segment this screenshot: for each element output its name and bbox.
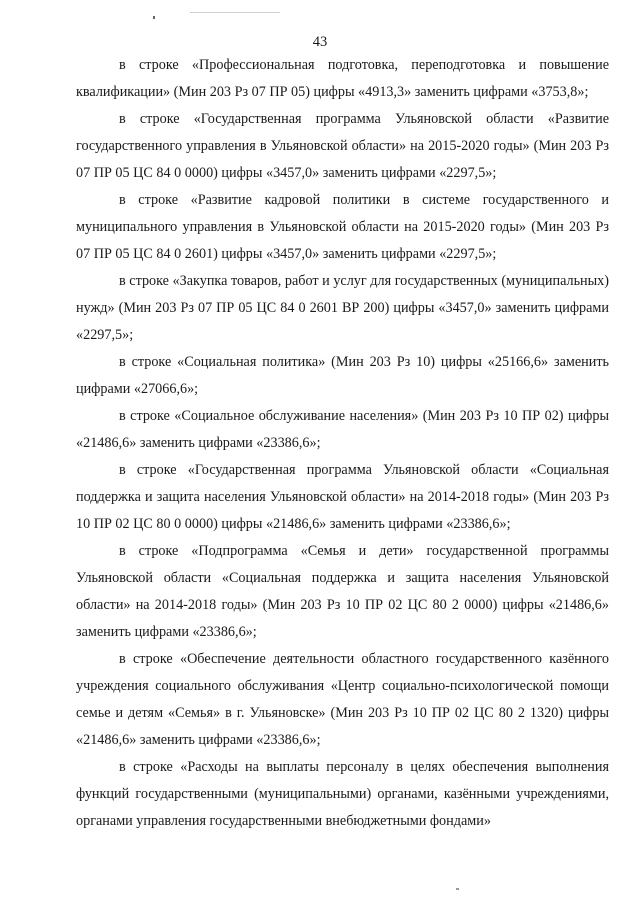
paragraph: в строке «Социальное обслуживание населения» (Мин 203 Рз 10 ПР 02) цифры «21486,6» заменить цифрами «23386,6»; xyxy=(76,408,609,451)
page-number: 43 xyxy=(312,34,328,50)
paragraph: в строке «Профессиональная подготовка, переподготовка и повышение квалификации» (Мин 203 Рз 07 ПР 05) цифры «4913,3» заменить цифрами «3753,8»; xyxy=(76,57,609,100)
scan-speck xyxy=(456,888,459,890)
scan-speck xyxy=(190,12,280,13)
paragraph: в строке «Закупка товаров, работ и услуг для государственных (муниципальных) нужд» (Мин 203 Рз 07 ПР 05 ЦС 84 0 2601 ВР 200) цифры «3457,0» заменить цифрами «2297,5»; xyxy=(76,273,609,343)
paragraph: в строке «Государственная программа Ульяновской области «Социальная поддержка и защита населения Ульяновской области» на 2014-2018 годы» (Мин 203 Рз 10 ПР 02 ЦС 80 0 0000) цифры «21486,6» заменить цифрами «23386,6»; xyxy=(76,462,609,532)
paragraph: в строке «Расходы на выплаты персоналу в целях обеспечения выполнения функций государственными (муниципальными) органами, казёнными учреждениями, органами управления государственными внебюджетными фондами» xyxy=(76,759,609,829)
paragraph: в строке «Развитие кадровой политики в системе государственного и муниципального управления в Ульяновской области на 2015-2020 годы» (Мин 203 Рз 07 ПР 05 ЦС 84 0 2601) цифры «3457,0» заменить цифрами «2297,5»; xyxy=(76,192,609,262)
scan-speck xyxy=(153,16,155,19)
paragraph: в строке «Обеспечение деятельности областного государственного казённого учреждения социального обслуживания «Центр социально-психологической помощи семье и детям «Семья» в г. Ульяновске» (Мин 203 Рз 10 ПР 02 ЦС 80 2 1320) цифры «21486,6» заменить цифрами «23386,6»; xyxy=(76,651,609,748)
paragraph: в строке «Подпрограмма «Семья и дети» государственной программы Ульяновской области «Социальная поддержка и защита населения Ульяновской области» на 2014-2018 годы» (Мин 203 Рз 10 ПР 02 ЦС 80 2 0000) цифры «21486,6» заменить цифрами «23386,6»; xyxy=(76,543,609,640)
paragraph: в строке «Государственная программа Ульяновской области «Развитие государственного управления в Ульяновской области» на 2015-2020 годы» (Мин 203 Рз 07 ПР 05 ЦС 84 0 0000) цифры «3457,0» заменить цифрами «2297,5»; xyxy=(76,111,609,181)
paragraph: в строке «Социальная политика» (Мин 203 Рз 10) цифры «25166,6» заменить цифрами «27066,6»; xyxy=(76,354,609,397)
document-body xyxy=(76,52,609,835)
